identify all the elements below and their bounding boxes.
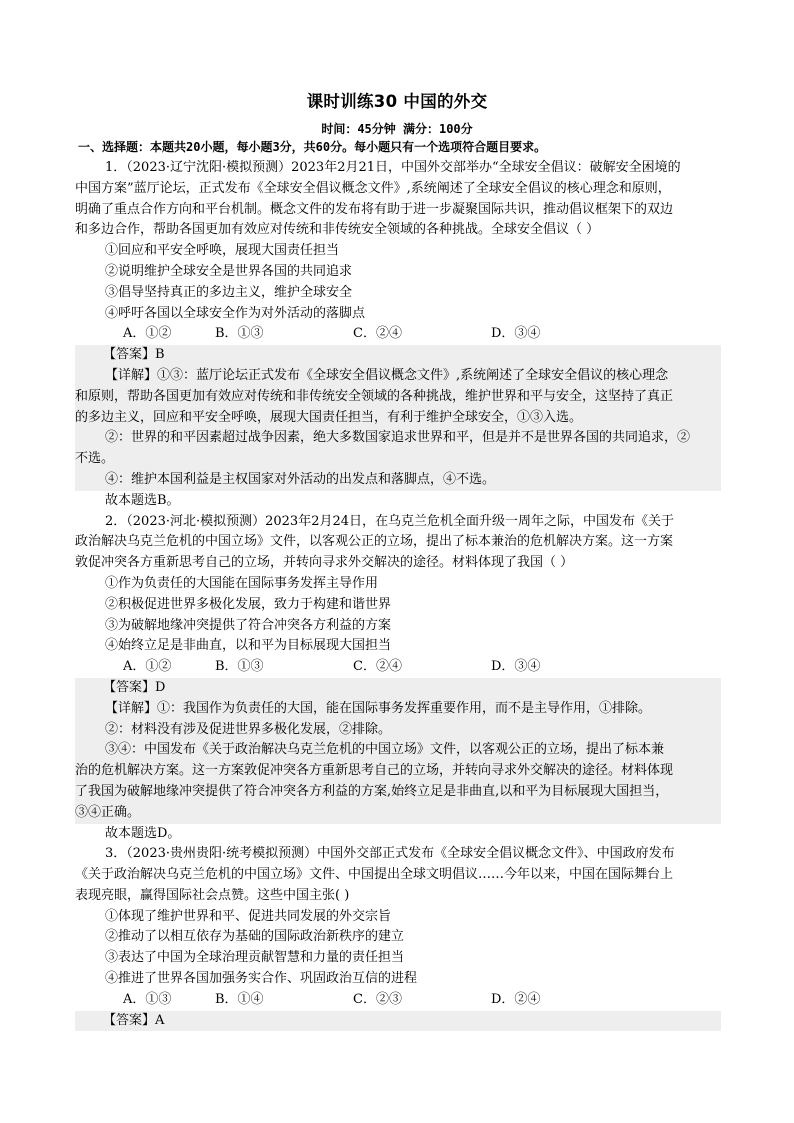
question-stem-line: 《关于政治解决乌克兰危机的中国立场》文件、中国提出全球文明倡议……今年以来，中国在国际舞台上: [75, 867, 674, 883]
page-title: 课时训练30 中国的外交: [306, 92, 488, 111]
explanation-line: ②：材料没有涉及促进世界多极化发展，②排除。: [105, 721, 392, 737]
option-item: ③倡导坚持真正的多边主义，维护全球安全: [105, 284, 353, 300]
explanation-line: 的多边主义，回应和平安全呼唤，展现大国责任担当，有利于维护全球安全，①③入选。: [75, 409, 583, 425]
answer-block: [75, 345, 721, 491]
question-stem-line: 中国方案”蓝厅论坛，正式发布《全球安全倡议概念文件》,系统阐述了全球安全倡议的核心理念和原则，: [75, 180, 671, 196]
explanation-line: 【详解】①：我国作为负责任的大国，能在国际事务发挥重要作用，而不是主导作用，①排除。: [105, 700, 652, 716]
option-item: ②积极促进世界多极化发展，致力于构建和谐世界: [105, 596, 392, 612]
question-stem-line: 敦促冲突各方重新思考自己的立场，并转向寻求外交解决的途径。材料体现了我国（ ）: [75, 555, 574, 571]
option-item: ①体现了维护世界和平、促进共同发展的外交宗旨: [105, 908, 392, 924]
question-2: [75, 512, 721, 845]
question-content: [75, 158, 721, 1031]
option-item: ①回应和平安全呼唤，展现大国责任担当: [105, 243, 340, 259]
choice-b: B．①③: [215, 659, 264, 675]
answer-choices: [75, 657, 721, 678]
explanation-line: 不选。: [75, 451, 115, 467]
question-stem-line: 3．（2023·贵州贵阳·统考模拟预测）中国外交部正式发布《全球安全倡议概念文件》、中国政府发布: [105, 846, 675, 862]
explanation-line: 治的危机解决方案。这一方案敦促冲突各方重新思考自己的立场，并转向寻求外交解决的途径。材料体现: [75, 763, 674, 779]
choice-b: B．①④: [215, 991, 264, 1007]
answer-choices: [75, 324, 721, 345]
answer-line: 【答案】A: [103, 1012, 165, 1028]
explanation-line: 【详解】①③：蓝厅论坛正式发布《全球安全倡议概念文件》,系统阐述了全球安全倡议的核心理念: [105, 367, 669, 383]
option-item: ①作为负责任的大国能在国际事务发挥主导作用: [105, 575, 379, 591]
answer-line: 【答案】B: [103, 347, 165, 363]
option-item: ②说明维护全球安全是世界各国的共同追求: [105, 263, 353, 279]
choice-a: A．①②: [123, 326, 172, 342]
option-item: ③表达了中国为全球治理贡献智慧和力量的责任担当: [105, 950, 405, 966]
choice-d: D．②④: [491, 991, 541, 1007]
section-heading: 一、选择题：本题共20小题，每小题3分，共60分。每小题只有一个选项符合题目要求。: [78, 140, 547, 154]
question-1: [75, 158, 721, 512]
question-stem-line: 政治解决乌克兰危机的中国立场》文件，以客观公正的立场，提出了标本兼治的危机解决方案。这一方案: [75, 534, 674, 550]
explanation-line: ③④正确。: [75, 804, 141, 820]
choice-b: B．①③: [215, 326, 264, 342]
choice-c: C．②③: [353, 991, 402, 1007]
answer-choices: [75, 990, 721, 1011]
explanation-line: 了我国为破解地缘冲突提供了符合冲突各方利益的方案,始终立足是非曲直,以和平为目标展现大国担当，: [75, 783, 669, 799]
option-item: ④始终立足是非曲直，以和平为目标展现大国担当: [105, 638, 392, 654]
answer-block: [75, 678, 721, 824]
option-item: ④呼吁各国以全球安全作为对外活动的落脚点: [105, 305, 366, 321]
explanation-conclusion: 故本题选D。: [105, 825, 181, 841]
choice-c: C．②④: [353, 659, 402, 675]
question-3: [75, 844, 721, 1031]
choice-c: C．②④: [353, 326, 402, 342]
answer-line: 【答案】D: [103, 679, 166, 695]
choice-d: D．③④: [491, 659, 541, 675]
explanation-line: ④：维护本国利益是主权国家对外活动的出发点和落脚点，④不选。: [105, 471, 496, 487]
explanation-line: ②：世界的和平因素超过战争因素，绝大多数国家追求世界和平，但是并不是世界各国的共同追求，②: [105, 430, 691, 446]
choice-a: A．①②: [123, 659, 172, 675]
question-stem-line: 明确了重点合作方向和平台机制。概念文件的发布将有助于进一步凝聚国际共识，推动倡议框架下的双边: [75, 201, 674, 217]
option-item: ②推动了以相互依存为基础的国际政治新秩序的建立: [105, 929, 405, 945]
option-item: ③为破解地缘冲突提供了符合冲突各方利益的方案: [105, 617, 392, 633]
answer-block: [75, 1011, 721, 1032]
question-stem-line: 2．（2023·河北·模拟预测）2023年2月24日，在乌克兰危机全面升级一周年之际，中国发布《关于: [105, 513, 675, 529]
exam-info: 时间：45分钟 满分：100分: [321, 122, 473, 136]
choice-a: A．①③: [123, 991, 172, 1007]
question-stem-line: 和多边合作，帮助各国更加有效应对传统和非传统安全领域的各种挑战。全球安全倡议（ ）: [75, 222, 600, 238]
explanation-conclusion: 故本题选B。: [105, 492, 180, 508]
question-stem-line: 1．（2023·辽宁沈阳·模拟预测）2023年2月21日，中国外交部举办“全球安全倡议：破解安全困境的: [105, 160, 681, 175]
choice-d: D．③④: [491, 326, 541, 342]
option-item: ④推进了世界各国加强务实合作、巩固政治互信的进程: [105, 971, 418, 987]
question-stem-line: 表现亮眼，赢得国际社会点赞。这些中国主张( ): [75, 887, 350, 903]
explanation-line: ③④：中国发布《关于政治解决乌克兰危机的中国立场》文件，以客观公正的立场，提出了标本兼: [105, 742, 665, 758]
explanation-line: 和原则，帮助各国更加有效应对传统和非传统安全领域的各种挑战，维护世界和平与安全，这坚持了真正: [75, 388, 674, 404]
